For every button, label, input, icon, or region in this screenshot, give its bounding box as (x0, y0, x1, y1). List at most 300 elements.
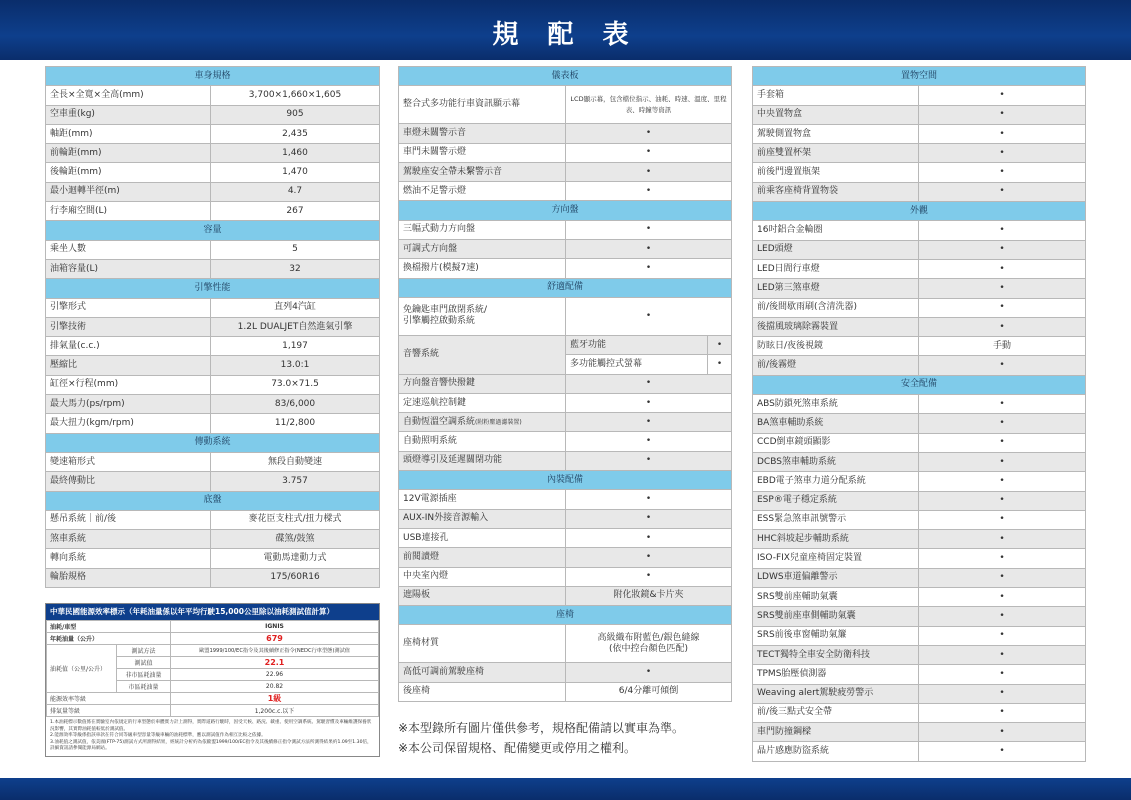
bottom-banner (0, 778, 1131, 800)
spec-sub-label: 藍牙功能 (566, 335, 708, 354)
spec-label (399, 413, 566, 432)
spec-value (211, 182, 380, 201)
spec-label-text: 16吋鋁合金輪圈 (757, 225, 823, 236)
spec-value (566, 586, 732, 605)
spec-value (566, 374, 732, 393)
spec-label (753, 259, 919, 278)
spec-label-text: 前閱讀燈 (403, 551, 440, 562)
emission-value: 1,200c.c.以下 (171, 705, 379, 717)
spec-value-text: 13.0:1 (280, 360, 310, 371)
spec-value-text: • (999, 591, 1005, 602)
spec-value-text: • (999, 688, 1005, 699)
spec-label (753, 317, 919, 336)
spec-label (753, 298, 919, 317)
spec-value (566, 393, 732, 412)
spec-value-text: • (999, 437, 1005, 448)
spec-value (566, 528, 732, 547)
fuel-efficiency-label (45, 603, 380, 757)
spec-value-text: • (999, 128, 1005, 139)
spec-value-text: • (999, 321, 1005, 332)
spec-label-text: 前後門邊置瓶架 (757, 167, 821, 178)
grade-label: 能源效率等級 (47, 693, 171, 705)
section-header: 座椅 (399, 606, 732, 625)
section-header: 容量 (46, 221, 380, 240)
spec-value (919, 317, 1086, 336)
spec-value (211, 298, 380, 317)
urban-label: 市區耗油量 (117, 681, 171, 693)
spec-value (566, 240, 732, 259)
spec-label-text: 缸徑×行程(mm) (50, 379, 119, 390)
spec-label (46, 414, 211, 433)
spec-value (566, 625, 732, 663)
spec-value (566, 297, 732, 335)
spec-label-text: 前乘客座椅背置物袋 (757, 186, 839, 197)
spec-value-text: 1,470 (282, 167, 308, 178)
spec-label (399, 297, 566, 335)
spec-label-text: LED頭燈 (757, 244, 793, 255)
annual-value: 679 (171, 633, 379, 645)
spec-label-text: EBD電子煞車力道分配系統 (757, 475, 866, 486)
spec-value-text: • (999, 553, 1005, 564)
spec-label (46, 452, 211, 471)
spec-label-text: 防眩日/夜後視鏡 (757, 340, 824, 351)
section-header: 車身規格 (46, 67, 380, 86)
spec-value (566, 143, 732, 162)
spec-label (753, 703, 919, 722)
spec-value-text: 11/2,800 (274, 417, 316, 428)
spec-value (566, 548, 732, 567)
spec-value (211, 472, 380, 491)
spec-value (919, 588, 1086, 607)
spec-value-text: 3,700×1,660×1,605 (248, 89, 342, 100)
test-value-label: 測試值 (117, 657, 171, 669)
spec-label (753, 337, 919, 356)
section-header: 內裝配備 (399, 471, 732, 490)
spec-value (211, 452, 380, 471)
spec-value (919, 472, 1086, 491)
spec-label-text: 行李廂空間(L) (50, 205, 108, 216)
spec-value-text: • (999, 417, 1005, 428)
spec-value-text: • (999, 630, 1005, 641)
spec-label (46, 298, 211, 317)
spec-value (919, 626, 1086, 645)
nonurban-value: 22.96 (171, 669, 379, 681)
spec-label-text: ABS防鎖死煞車系統 (757, 398, 838, 409)
section-header: 置物空間 (753, 67, 1086, 86)
spec-value-text: • (999, 263, 1005, 274)
spec-value-text: • (999, 572, 1005, 583)
spec-value-text: 4.7 (287, 186, 303, 197)
spec-value (919, 549, 1086, 568)
spec-value (566, 682, 732, 701)
spec-sub-label: 多功能觸控式螢幕 (566, 355, 708, 374)
spec-value (919, 645, 1086, 664)
spec-label (753, 742, 919, 761)
spec-value (919, 530, 1086, 549)
spec-label-text: USB連接孔 (403, 532, 449, 543)
spec-value (566, 86, 732, 124)
spec-label (46, 530, 211, 549)
spec-label-text: LED日間行車燈 (757, 263, 820, 274)
spec-label-text: 引擎技術 (50, 321, 87, 332)
spec-value-text: 83/6,000 (274, 398, 316, 409)
spec-label-text: 乘坐人數 (50, 244, 87, 255)
spec-label-text: LDWS車道偏離警示 (757, 572, 838, 583)
spec-label (753, 684, 919, 703)
fuel-note: 3.油耗值之測試值，依美國(FTP-75)測試方式所測得結果，經統計分析約為依歐盟1999/100/EC指令及其後續修正指令測試方法所測得結果約1.09至1.30倍，詳細資訊請參閱能源局網站。 (50, 739, 372, 752)
spec-value (919, 259, 1086, 278)
spec-value-text: 碟煞/鼓煞 (275, 533, 315, 544)
spec-label-text: TECT獨特全車安全防衛科技 (757, 649, 870, 660)
spec-value (566, 451, 732, 470)
test-method-label: 測試方法 (117, 645, 171, 657)
spec-value (919, 433, 1086, 452)
spec-value-text: • (999, 147, 1005, 158)
spec-label (753, 607, 919, 626)
spec-value (566, 162, 732, 181)
nonurban-label: 非市區耗油量 (117, 669, 171, 681)
spec-label-note: (附粉塵過濾裝置) (475, 418, 522, 426)
spec-label-text: 全長×全寬×全高(mm) (50, 89, 144, 100)
spec-label (46, 549, 211, 568)
spec-label-text: 最小迴轉半徑(m) (50, 186, 120, 197)
spec-value (211, 549, 380, 568)
disclaimer (398, 718, 738, 758)
spec-label-text: 軸距(mm) (50, 128, 93, 139)
spec-label (46, 356, 211, 375)
spec-value (211, 202, 380, 221)
spec-label-text: 駕駛座安全帶未繫警示音 (403, 166, 503, 177)
spec-value-text: • (645, 436, 652, 447)
spec-value-text: 267 (286, 205, 304, 216)
spec-value-text: 1.2L DUALJET自然進氣引擎 (237, 321, 353, 332)
spec-label (399, 625, 566, 663)
spec-label-text: 自動照明系統 (403, 436, 458, 447)
spec-label (46, 163, 211, 182)
spec-label (399, 567, 566, 586)
spec-value-text: 1,197 (282, 340, 308, 351)
section-header: 儀表板 (399, 67, 732, 86)
spec-label (753, 626, 919, 645)
spec-label (399, 663, 566, 682)
spec-value-text: • (999, 186, 1005, 197)
spec-value-text: • (999, 514, 1005, 525)
spec-label-text: 輪胎規格 (50, 572, 87, 583)
top-banner (0, 0, 1131, 60)
spec-value (566, 182, 732, 201)
fuel-header: 中華民國能源效率標示（年耗油量係以年平均行駛15,000公里除以油耗測試值計算） (46, 604, 379, 620)
spec-label-text: AUX-IN外接音源輸入 (403, 513, 489, 524)
spec-label-text: 前/後三點式安全帶 (757, 707, 833, 718)
spec-value (566, 567, 732, 586)
spec-value-text: • (999, 495, 1005, 506)
test-value: 22.1 (171, 657, 379, 669)
spec-label (753, 588, 919, 607)
spec-label (399, 548, 566, 567)
spec-value-text: 1,460 (282, 147, 308, 158)
spec-value (211, 395, 380, 414)
spec-value-text: • (645, 532, 652, 543)
spec-value (919, 703, 1086, 722)
spec-value-text: 直列4汽缸 (274, 302, 316, 313)
spec-value-text: • (999, 302, 1005, 313)
spec-label (399, 143, 566, 162)
spec-label-text: 車門防撞鋼樑 (757, 726, 812, 737)
spec-value (211, 105, 380, 124)
spec-label-text: ISO-FIX兒童座椅固定裝置 (757, 553, 862, 564)
spec-label-text: 自動恆溫空調系統 (403, 416, 476, 427)
spec-label-text: 三幅式動力方向盤 (403, 224, 476, 235)
spec-value-text: • (999, 746, 1005, 757)
spec-value (211, 259, 380, 278)
spec-label-text: 油箱容量(L) (50, 263, 99, 274)
spec-value-text: 手動 (992, 340, 1011, 351)
spec-value-text: • (999, 475, 1005, 486)
spec-value-text: • (999, 398, 1005, 409)
spec-value (919, 452, 1086, 471)
spec-label (46, 144, 211, 163)
spec-value-text: • (645, 310, 652, 321)
model-label: 油耗/車型 (47, 621, 171, 633)
spec-value (211, 337, 380, 356)
spec-label (399, 240, 566, 259)
spec-table-equipment (398, 66, 732, 702)
spec-label-text: 頭燈導引及延遲關閉功能 (403, 455, 503, 466)
section-header: 舒適配備 (399, 278, 732, 297)
spec-value (566, 220, 732, 239)
spec-label-text: 可調式方向盤 (403, 243, 458, 254)
spec-label-text: 換檔撥片(模擬7速) (403, 263, 479, 274)
spec-value-text: • (999, 668, 1005, 679)
page-title: 規 配 表 (492, 20, 639, 50)
spec-value-text: • (999, 726, 1005, 737)
spec-label-text: 最大馬力(ps/rpm) (50, 398, 125, 409)
spec-label (399, 374, 566, 393)
spec-label (46, 395, 211, 414)
spec-value (211, 317, 380, 336)
spec-value (919, 568, 1086, 587)
spec-value (211, 510, 380, 529)
disclaimer-line: ※本公司保留規格、配備變更或停用之權利。 (398, 741, 637, 755)
spec-value (919, 607, 1086, 626)
spec-label-text: 引擎形式 (50, 302, 87, 313)
spec-value-text: • (645, 551, 652, 562)
spec-label (753, 86, 919, 105)
spec-label (753, 356, 919, 375)
spec-label-text: Weaving alert駕駛疲勞警示 (757, 688, 874, 699)
spec-value-text: 5 (292, 244, 298, 255)
spec-value (919, 742, 1086, 761)
spec-value (919, 337, 1086, 356)
spec-value-text: • (999, 244, 1005, 255)
spec-label-text: 座椅材質 (403, 638, 440, 649)
spec-label-text: 最大扭力(kgm/rpm) (50, 417, 134, 428)
spec-value-text: • (645, 667, 652, 678)
spec-value (919, 240, 1086, 259)
spec-label (46, 124, 211, 143)
spec-label (399, 490, 566, 509)
spec-label-text: 前/後間歇雨刷(含清洗器) (757, 302, 858, 313)
spec-value: • (708, 335, 732, 354)
spec-value-text: • (999, 282, 1005, 293)
spec-label-text: 後擋風玻璃除霧裝置 (757, 321, 839, 332)
annual-label: 年耗油量（公升） (47, 633, 171, 645)
spec-value-text: 6/4分離可傾倒 (618, 686, 679, 697)
spec-label (753, 279, 919, 298)
spec-label (753, 144, 919, 163)
spec-value-text: 175/60R16 (270, 572, 320, 583)
spec-value-text: • (999, 456, 1005, 467)
spec-value (919, 144, 1086, 163)
spec-label-text: 燃油不足警示燈 (403, 185, 467, 196)
spec-value-text: 高級織布附藍色/銀色縫線 (依中控台顏色匹配) (597, 632, 700, 654)
spec-value-text: 附化妝鏡&卡片夾 (613, 590, 684, 601)
spec-label (46, 317, 211, 336)
spec-value-text: • (645, 224, 652, 235)
spec-label-text: SRS雙前座輔助氣囊 (757, 591, 838, 602)
spec-value (919, 163, 1086, 182)
spec-label (753, 549, 919, 568)
spec-label (46, 568, 211, 587)
spec-value (211, 414, 380, 433)
spec-value (919, 395, 1086, 414)
spec-value-text: • (645, 493, 652, 504)
spec-label (753, 163, 919, 182)
consumption-label: 油耗值（公里/公升） (47, 645, 117, 693)
spec-label (399, 220, 566, 239)
spec-value (919, 723, 1086, 742)
section-header: 引擎性能 (46, 279, 380, 298)
spec-value (211, 356, 380, 375)
spec-value (566, 413, 732, 432)
spec-label-text: 煞車系統 (50, 533, 87, 544)
spec-value-text: 32 (289, 263, 301, 274)
spec-label (753, 723, 919, 742)
spec-label-text: 12V電源插座 (403, 493, 457, 504)
spec-label-text: LED第三煞車燈 (757, 282, 820, 293)
spec-label (46, 337, 211, 356)
spec-value (919, 510, 1086, 529)
spec-label: 音響系統 (399, 335, 566, 374)
spec-label-text: 晶片感應防盜系統 (757, 746, 830, 757)
spec-label (753, 472, 919, 491)
spec-value (919, 356, 1086, 375)
spec-value: • (708, 355, 732, 374)
urban-value: 20.82 (171, 681, 379, 693)
spec-value-text: 電動馬達動力式 (263, 553, 327, 564)
spec-value (211, 568, 380, 587)
grade-value: 1級 (171, 693, 379, 705)
emission-label: 排氣量等級 (47, 705, 171, 717)
spec-value (566, 124, 732, 143)
fuel-note: 1.本油耗標示數值係在實驗室內依規定的行車型態於車體實力計上測得，實際道路行駛時，因受天候、路況、載重、使用空調系統、駕駛習慣及車輛維護保養狀況影響，其實際油耗值較低於測試值。 (50, 720, 372, 732)
spec-label (399, 509, 566, 528)
section-header: 底盤 (46, 491, 380, 510)
spec-value-text: • (645, 243, 652, 254)
spec-value (919, 684, 1086, 703)
spec-table-safety (752, 66, 1086, 762)
spec-label (46, 510, 211, 529)
spec-value-text: • (999, 360, 1005, 371)
spec-value-text: LCD顯示幕，包含檔位指示、油耗、時速、溫度、里程表、時鐘等資訊 (570, 94, 727, 114)
spec-value (919, 491, 1086, 510)
fuel-notes (46, 717, 379, 756)
spec-value-text: • (999, 707, 1005, 718)
spec-label-text: TPMS胎壓偵測器 (757, 668, 827, 679)
spec-value (566, 663, 732, 682)
spec-label (753, 182, 919, 201)
spec-label-text: SRS前後車窗輔助氣簾 (757, 630, 847, 641)
test-method-value: 歐盟1999/100/EC指令及其後續修正指令(NEDC行車型態)測試值 (171, 645, 379, 657)
spec-label-text: 中央室內燈 (403, 571, 449, 582)
spec-value-text: 3.757 (282, 475, 308, 486)
spec-value-text: • (999, 610, 1005, 621)
model-value: IGNIS (171, 621, 379, 633)
spec-label-text: 壓縮比 (50, 360, 78, 371)
spec-value (211, 375, 380, 394)
spec-value (566, 259, 732, 278)
spec-label (399, 682, 566, 701)
spec-value (211, 86, 380, 105)
spec-label (46, 375, 211, 394)
spec-value (919, 279, 1086, 298)
spec-label-text: 轉向系統 (50, 553, 87, 564)
spec-label (399, 162, 566, 181)
spec-label-text: 整合式多功能行車資訊顯示幕 (403, 99, 521, 110)
spec-label (753, 530, 919, 549)
spec-value-text: 73.0×71.5 (271, 379, 319, 390)
spec-label (753, 568, 919, 587)
spec-label (46, 105, 211, 124)
spec-label (399, 528, 566, 547)
spec-label-text: ESS緊急煞車訊號警示 (757, 514, 847, 525)
spec-value-text: • (645, 513, 652, 524)
spec-label-text: 遮陽板 (403, 590, 431, 601)
spec-value-text: • (999, 89, 1005, 100)
spec-label-text: 高低可調前駕駛座椅 (403, 667, 485, 678)
spec-label-text: CCD倒車鏡頭顯影 (757, 437, 831, 448)
spec-value-text: • (999, 649, 1005, 660)
spec-value-text: • (999, 167, 1005, 178)
spec-value-text: • (645, 127, 652, 138)
spec-value (919, 105, 1086, 124)
spec-label-text: 車燈未關警示音 (403, 127, 467, 138)
spec-label-text: 懸吊系統｜前/後 (50, 514, 117, 525)
spec-label-text: 定速巡航控制鍵 (403, 397, 467, 408)
spec-value-text: • (645, 571, 652, 582)
spec-value-text: • (999, 225, 1005, 236)
spec-label (399, 586, 566, 605)
spec-label (753, 240, 919, 259)
spec-label-text: 後輪距(mm) (50, 167, 102, 178)
spec-value (919, 86, 1086, 105)
spec-value (919, 221, 1086, 240)
spec-label (46, 202, 211, 221)
spec-label-text: 方向盤音響快撥鍵 (403, 378, 476, 389)
spec-value (566, 509, 732, 528)
spec-label (399, 259, 566, 278)
spec-value (919, 298, 1086, 317)
spec-label (46, 86, 211, 105)
spec-label-text: 中央置物盒 (757, 109, 803, 120)
spec-value-text: • (645, 263, 652, 274)
spec-value-text: • (645, 416, 652, 427)
spec-value-text: 905 (286, 109, 304, 120)
section-header: 安全配備 (753, 375, 1086, 394)
spec-label-text: 駕駛側置物盒 (757, 128, 812, 139)
spec-value-text: • (645, 166, 652, 177)
spec-label-text: 車門未關警示燈 (403, 147, 467, 158)
